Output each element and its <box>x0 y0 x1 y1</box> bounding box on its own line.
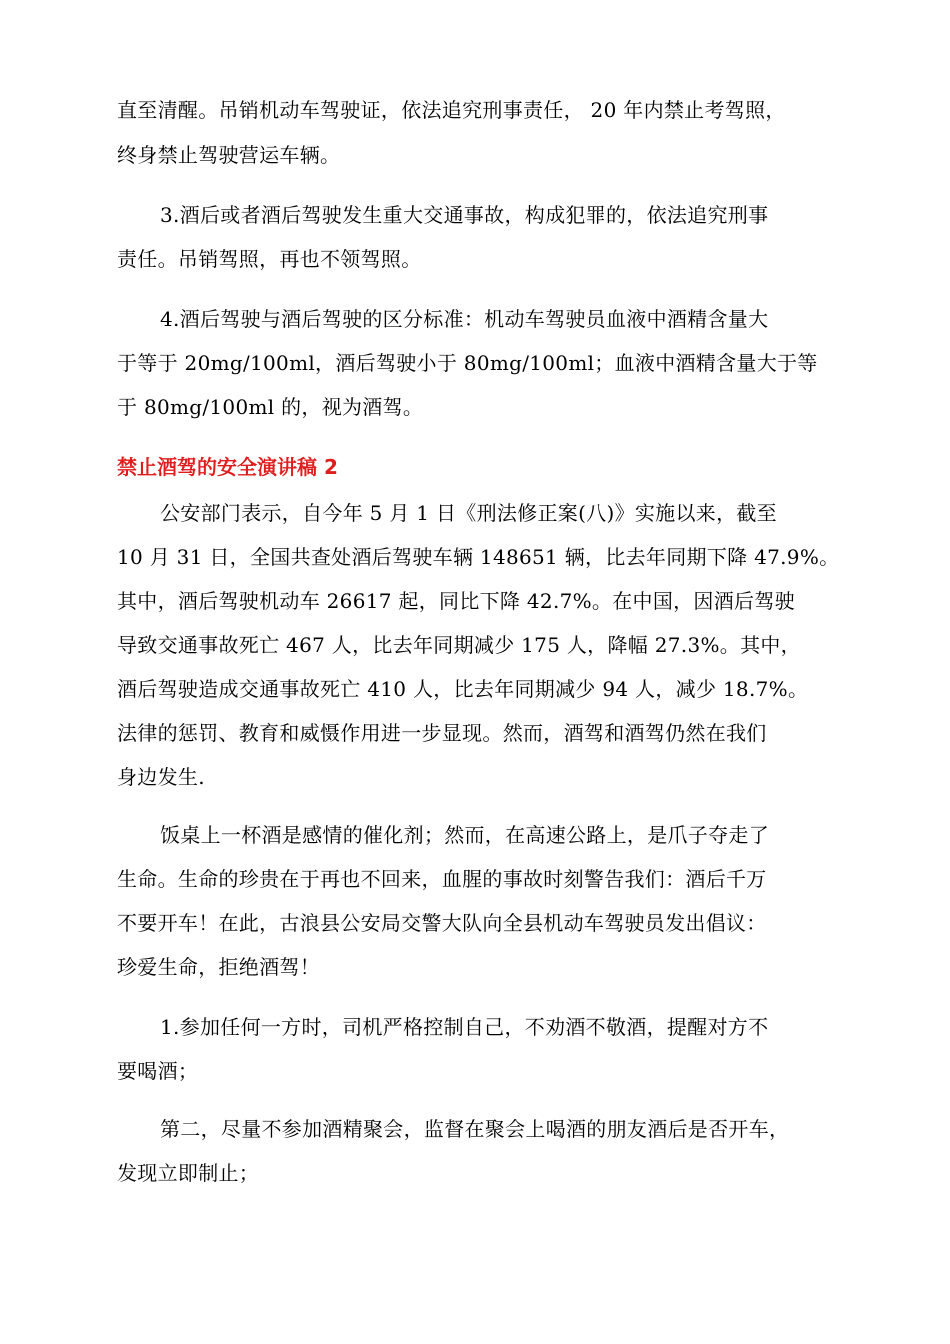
paragraph-line: 4.酒后驾驶与酒后驾驶的区分标准：机动车驾驶员血液中酒精含量大 <box>160 307 769 331</box>
paragraph-line: 1.参加任何一方时，司机严格控制自己，不劝酒不敬酒，提醒对方不 <box>160 1015 769 1039</box>
paragraph-line: 终身禁止驾驶营运车辆。 <box>117 143 341 167</box>
paragraph-line: 直至清醒。吊销机动车驾驶证，依法追究刑事责任， 20 年内禁止考驾照， <box>117 98 786 122</box>
paragraph-line: 法律的惩罚、教育和威慑作用进一步显现。然而，酒驾和酒驾仍然在我们 <box>117 721 767 745</box>
paragraph-line: 其中，酒后驾驶机动车 26617 起，同比下降 42.7%。在中国，因酒后驾驶 <box>117 589 795 613</box>
paragraph-line: 于等于 20mg/100ml，酒后驾驶小于 80mg/100ml；血液中酒精含量大于等 <box>117 351 818 375</box>
paragraph-line: 第二，尽量不参加酒精聚会，监督在聚会上喝酒的朋友酒后是否开车， <box>160 1117 790 1141</box>
paragraph-line: 要喝酒； <box>117 1059 199 1083</box>
paragraph-line: 导致交通事故死亡 467 人，比去年同期减少 175 人，降幅 27.3%。其中， <box>117 633 801 657</box>
paragraph-line: 发现立即制止； <box>117 1161 260 1185</box>
paragraph-line: 生命。生命的珍贵在于再也不回来，血腥的事故时刻警告我们：酒后千万 <box>117 867 767 891</box>
paragraph-line: 饭桌上一杯酒是感情的催化剂；然而，在高速公路上，是爪子夺走了 <box>160 823 769 847</box>
paragraph-line: 不要开车！在此，古浪县公安局交警大队向全县机动车驾驶员发出倡议： <box>117 911 767 935</box>
paragraph-line: 身边发生. <box>117 765 205 789</box>
paragraph-line: 责任。吊销驾照，再也不领驾照。 <box>117 247 422 271</box>
paragraph-line: 珍爱生命，拒绝酒驾！ <box>117 955 320 979</box>
paragraph-line: 公安部门表示，自今年 5 月 1 日《刑法修正案(八)》实施以来，截至 <box>160 501 777 525</box>
paragraph-line: 3.酒后或者酒后驾驶发生重大交通事故，构成犯罪的，依法追究刑事 <box>160 203 769 227</box>
section-heading: 禁止酒驾的安全演讲稿 2 <box>117 455 338 479</box>
paragraph-line: 酒后驾驶造成交通事故死亡 410 人，比去年同期减少 94 人，减少 18.7%。 <box>117 677 809 701</box>
paragraph-line: 于 80mg/100ml 的，视为酒驾。 <box>117 395 424 419</box>
paragraph-line: 10 月 31 日，全国共查处酒后驾驶车辆 148651 辆，比去年同期下降 47.9%。 <box>117 545 840 569</box>
